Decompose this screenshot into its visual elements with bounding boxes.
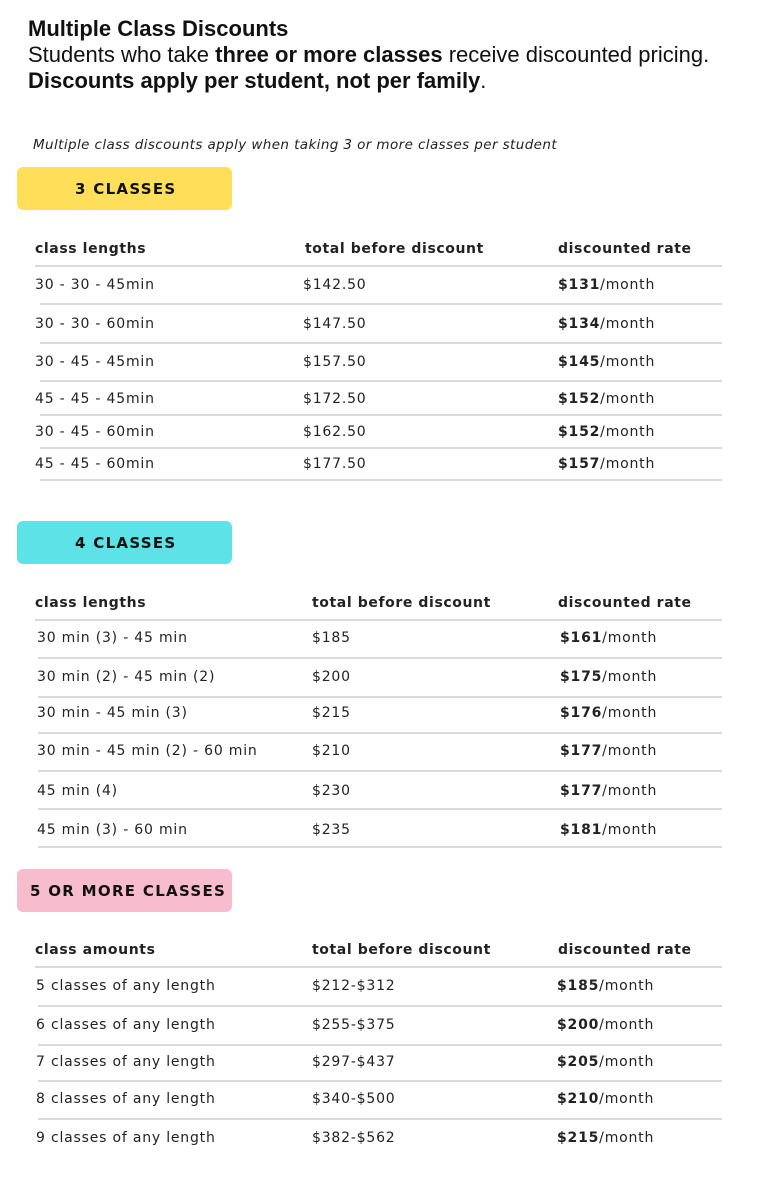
table-rule — [40, 380, 722, 382]
cell-total-before-discount: $210 — [312, 743, 351, 759]
rate-unit: /month — [600, 391, 656, 407]
cell-class-lengths: 6 classes of any length — [36, 1017, 216, 1033]
cell-total-before-discount: $162.50 — [303, 424, 367, 440]
rate-unit: /month — [599, 1130, 655, 1146]
col-header-lengths: class lengths — [35, 241, 147, 257]
cell-class-lengths: 9 classes of any length — [36, 1130, 216, 1146]
cell-discounted-rate — [560, 630, 657, 646]
cell-discounted-rate — [557, 1091, 654, 1107]
cell-total-before-discount: $235 — [312, 822, 351, 838]
rate-amount: $210 — [557, 1091, 600, 1107]
discount-note: Multiple class discounts apply when taking 3 or more classes per student — [33, 137, 558, 153]
badge-5-or-more-classes — [17, 869, 232, 912]
col-header-total: total before discount — [305, 241, 484, 257]
cell-class-lengths: 45 - 45 - 45min — [35, 391, 155, 407]
table-rule — [38, 1044, 722, 1046]
rate-amount: $205 — [557, 1054, 600, 1070]
cell-total-before-discount: $297-$437 — [312, 1054, 396, 1070]
intro-text: . — [480, 68, 487, 93]
cell-class-lengths: 45 - 45 - 60min — [35, 456, 155, 472]
cell-discounted-rate — [558, 456, 655, 472]
rate-unit: /month — [602, 743, 658, 759]
col-header-total: total before discount — [312, 942, 491, 958]
cell-class-lengths: 45 min (4) — [37, 783, 118, 799]
table-rule — [38, 1005, 722, 1007]
intro-emphasis: Discounts apply per student, not per family — [28, 68, 481, 93]
table-rule — [38, 1080, 722, 1082]
col-header-lengths: class lengths — [35, 595, 147, 611]
cell-class-lengths: 30 - 45 - 45min — [35, 354, 155, 370]
rate-amount: $131 — [558, 277, 601, 293]
cell-discounted-rate — [557, 1017, 654, 1033]
badge-4-classes — [17, 521, 232, 564]
rate-amount: $176 — [560, 705, 603, 721]
rate-amount: $145 — [558, 354, 601, 370]
cell-class-lengths: 30 min - 45 min (3) — [37, 705, 188, 721]
table-rule — [35, 966, 722, 968]
cell-discounted-rate — [560, 822, 657, 838]
rate-unit: /month — [600, 316, 656, 332]
rate-unit: /month — [600, 354, 656, 370]
cell-discounted-rate — [558, 354, 655, 370]
col-header-total: total before discount — [312, 595, 491, 611]
rate-amount: $177 — [560, 743, 603, 759]
cell-class-lengths: 30 min (3) - 45 min — [37, 630, 188, 646]
cell-class-lengths: 30 min (2) - 45 min (2) — [37, 669, 216, 685]
cell-discounted-rate — [558, 424, 655, 440]
cell-class-lengths: 30 - 45 - 60min — [35, 424, 155, 440]
rate-amount: $200 — [557, 1017, 600, 1033]
badge-label: 5 OR MORE CLASSES — [30, 881, 227, 900]
rate-unit: /month — [599, 1091, 655, 1107]
badge-label: 4 CLASSES — [75, 533, 177, 552]
rate-amount: $181 — [560, 822, 603, 838]
rate-unit: /month — [600, 456, 656, 472]
cell-total-before-discount: $230 — [312, 783, 351, 799]
cell-total-before-discount: $340-$500 — [312, 1091, 396, 1107]
cell-discounted-rate — [558, 277, 655, 293]
rate-amount: $157 — [558, 456, 601, 472]
intro-text: receive discounted pricing. — [442, 42, 710, 67]
rate-unit: /month — [599, 1017, 655, 1033]
table-rule — [38, 770, 722, 772]
cell-total-before-discount: $142.50 — [303, 277, 367, 293]
cell-total-before-discount: $177.50 — [303, 456, 367, 472]
cell-class-lengths: 30 - 30 - 45min — [35, 277, 155, 293]
table-rule — [35, 265, 722, 267]
intro-emphasis: three or more classes — [215, 42, 443, 67]
cell-discounted-rate — [557, 1130, 654, 1146]
cell-discounted-rate — [558, 391, 655, 407]
cell-total-before-discount: $255-$375 — [312, 1017, 396, 1033]
cell-discounted-rate — [560, 783, 657, 799]
table-rule — [40, 342, 722, 344]
cell-discounted-rate — [557, 1054, 654, 1070]
rate-amount: $175 — [560, 669, 603, 685]
page-title: Multiple Class Discounts — [28, 16, 289, 41]
cell-class-lengths: 45 min (3) - 60 min — [37, 822, 188, 838]
cell-total-before-discount: $212-$312 — [312, 978, 396, 994]
intro-text: Students who take — [28, 42, 216, 67]
rate-unit: /month — [602, 822, 658, 838]
table-rule — [35, 619, 722, 621]
rate-amount: $152 — [558, 424, 601, 440]
rate-amount: $152 — [558, 391, 601, 407]
rate-unit: /month — [602, 669, 658, 685]
rate-unit: /month — [602, 630, 658, 646]
table-rule — [38, 846, 722, 848]
table-rule — [38, 808, 722, 810]
rate-unit: /month — [602, 783, 658, 799]
rate-unit: /month — [599, 1054, 655, 1070]
cell-discounted-rate — [560, 705, 657, 721]
cell-discounted-rate — [557, 978, 654, 994]
cell-total-before-discount: $185 — [312, 630, 351, 646]
col-header-rate: discounted rate — [558, 595, 692, 611]
cell-total-before-discount: $215 — [312, 705, 351, 721]
cell-total-before-discount: $172.50 — [303, 391, 367, 407]
page-header — [28, 16, 758, 94]
table-rule — [40, 414, 722, 416]
badge-label: 3 CLASSES — [75, 179, 177, 198]
cell-total-before-discount: $147.50 — [303, 316, 367, 332]
cell-class-lengths: 30 - 30 - 60min — [35, 316, 155, 332]
table-rule — [40, 479, 722, 481]
rate-unit: /month — [602, 705, 658, 721]
table-rule — [38, 1118, 722, 1120]
cell-class-lengths: 7 classes of any length — [36, 1054, 216, 1070]
rate-amount: $161 — [560, 630, 603, 646]
cell-class-lengths: 5 classes of any length — [36, 978, 216, 994]
cell-discounted-rate — [560, 669, 657, 685]
rate-amount: $177 — [560, 783, 603, 799]
intro-line-1 — [28, 42, 758, 68]
rate-unit: /month — [600, 424, 656, 440]
cell-class-lengths: 8 classes of any length — [36, 1091, 216, 1107]
intro-line-2 — [28, 68, 758, 94]
cell-discounted-rate — [560, 743, 657, 759]
col-header-amounts: class amounts — [35, 942, 156, 958]
badge-3-classes — [17, 167, 232, 210]
rate-unit: /month — [599, 978, 655, 994]
rate-amount: $185 — [557, 978, 600, 994]
table-rule — [38, 696, 722, 698]
cell-total-before-discount: $200 — [312, 669, 351, 685]
rate-amount: $134 — [558, 316, 601, 332]
table-rule — [40, 303, 722, 305]
cell-total-before-discount: $157.50 — [303, 354, 367, 370]
rate-unit: /month — [600, 277, 656, 293]
cell-class-lengths: 30 min - 45 min (2) - 60 min — [37, 743, 258, 759]
rate-amount: $215 — [557, 1130, 600, 1146]
col-header-rate: discounted rate — [558, 942, 692, 958]
cell-discounted-rate — [558, 316, 655, 332]
cell-total-before-discount: $382-$562 — [312, 1130, 396, 1146]
table-rule — [38, 657, 722, 659]
table-rule — [38, 732, 722, 734]
table-rule — [40, 447, 722, 449]
col-header-rate: discounted rate — [558, 241, 692, 257]
